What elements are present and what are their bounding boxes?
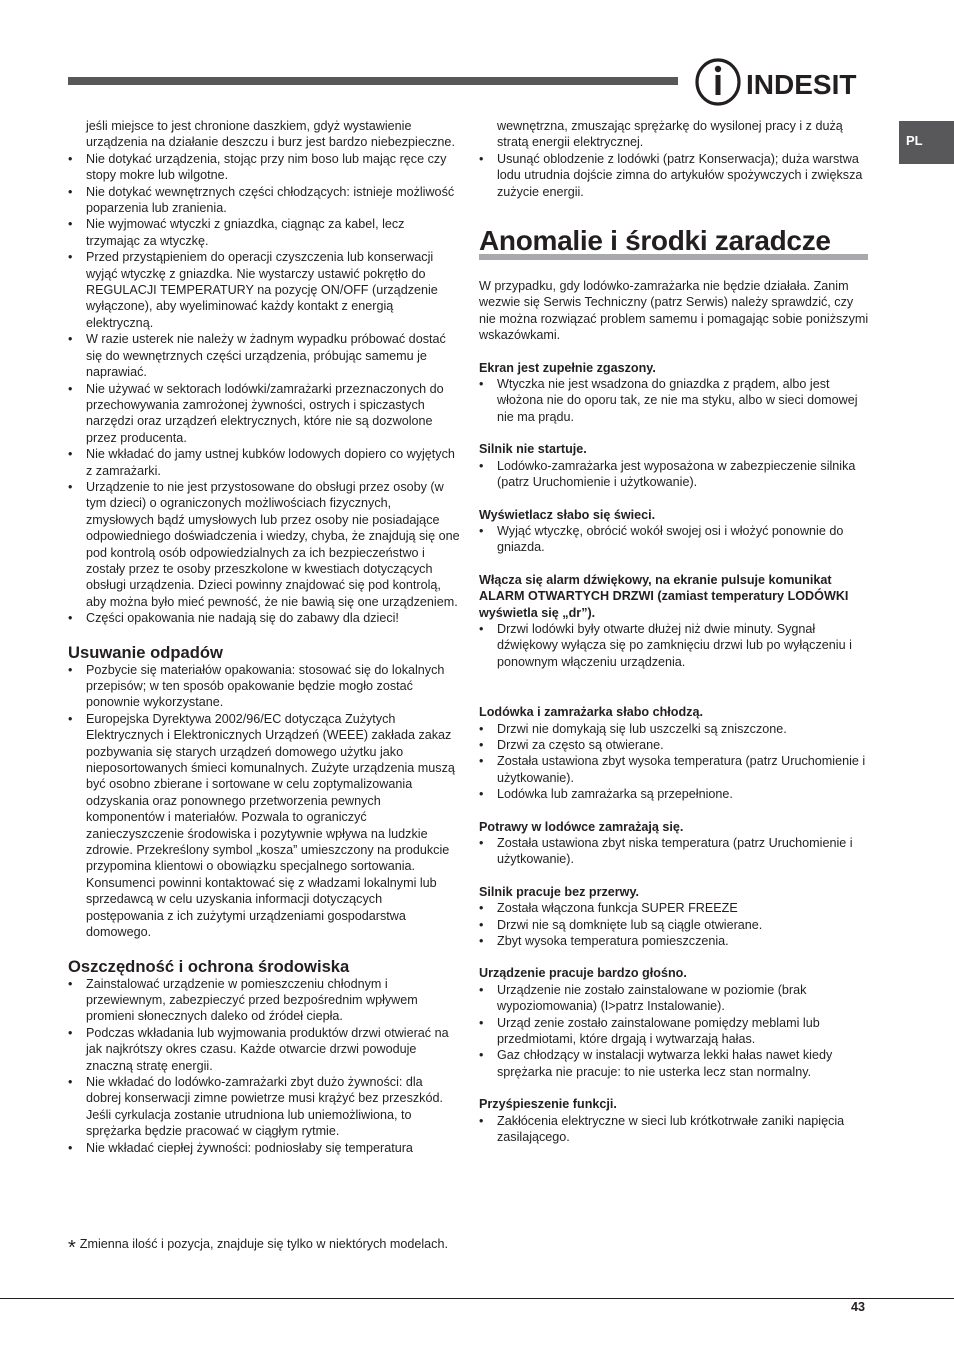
list-item: • Nie dotykać wewnętrznych części chłodzących: istnieje możliwość poparzenia lub zranienia. bbox=[68, 184, 460, 217]
list-item: • Drzwi nie domykają się lub uszczelki są zniszczone. bbox=[479, 721, 869, 737]
list-item: • Podczas wkładania lub wyjmowania produktów drzwi otwierać na jak najkrótszy okres czasu. Każde otwarcie drzwi powoduje znaczną stratę energii. bbox=[68, 1025, 460, 1074]
problem-remedies bbox=[479, 721, 869, 803]
problem-remedies bbox=[479, 458, 869, 491]
list-item: • Nie dotykać urządzenia, stojąc przy nim boso lub mając ręce czy stopy mokre lub wilgotne. bbox=[68, 151, 460, 184]
problem-remedies bbox=[479, 621, 869, 670]
list-item: • Zbyt wysoka temperatura pomieszczenia. bbox=[479, 933, 869, 949]
paragraph: jeśli miejsce to jest chronione daszkiem, gdyż wystawienie urządzenia na działanie deszczu i burz jest bardzo niebezpieczne. bbox=[86, 119, 455, 150]
page-title: Anomalie i środki zaradcze bbox=[479, 226, 868, 260]
header-bar bbox=[68, 77, 678, 85]
safety-list bbox=[68, 151, 460, 627]
paragraph: Konsumenci powinni kontaktować się z władzami lokalnymi lub sprzedawcą w celu uzyskania informacji dotyczących postępowania z ich zużytymi urządzeniami gospodarstwa domowego. bbox=[86, 875, 437, 940]
energy-list bbox=[68, 976, 460, 1156]
indesit-logo bbox=[695, 58, 870, 108]
page-number: 43 bbox=[851, 1300, 866, 1314]
waste-list bbox=[68, 662, 460, 875]
list-item: • Została ustawiona zbyt niska temperatura (patrz Uruchomienie i użytkowanie). bbox=[479, 835, 869, 868]
problem-remedies bbox=[479, 376, 869, 425]
list-item: • Nie wkładać do lodówko-zamrażarki zbyt dużo żywności: dla dobrej konserwacji zimne powietrze musi krążyć bez przeszkód. Jeśli cyrkulacja zostanie utrudniona lub uniemożliwiona, to sprężarka będzie pracować w ciągłym rytmie. bbox=[68, 1074, 460, 1140]
list-item: • Urządzenie nie zostało zainstalowane w poziomie (brak wypoziomowania) (I>patrz Instalowanie). bbox=[479, 982, 869, 1015]
right-column bbox=[479, 118, 869, 1146]
problem-heading: Lodówka i zamrażarka słabo chłodzą. bbox=[479, 705, 703, 720]
list-item: • Usunąć oblodzenie z lodówki (patrz Konserwacja); duża warstwa lodu utrudnia dojście zimna do artykułów spożywczych i zwiększa zużycie energii. bbox=[479, 151, 869, 200]
list-item: • Lodówka lub zamrażarka są przepełnione. bbox=[479, 786, 869, 802]
list-item: • Gaz chłodzący w instalacji wytwarza lekki hałas nawet kiedy sprężarka nie pracuje: to nie usterka lecz stan normalny. bbox=[479, 1047, 869, 1080]
list-item: • Zainstalować urządzenie w pomieszczeniu chłodnym i przewiewnym, zabezpieczyć przed bezpośrednim wpływem promieni słonecznych daleko od źródeł ciepła. bbox=[68, 976, 460, 1025]
problem-heading: Przyśpieszenie funkcji. bbox=[479, 1097, 617, 1112]
list-item: • Wtyczka nie jest wsadzona do gniazdka z prądem, albo jest włożona nie do oporu tak, ze nie ma styku, albo w sieci domowej nie ma prądu. bbox=[479, 376, 869, 425]
list-item: • Drzwi lodówki były otwarte dłużej niż dwie minuty. Sygnał dźwiękowy wyłącza się po zamknięciu drzwi lub po wyłączeniu i ponownym włączeniu urządzenia. bbox=[479, 621, 869, 670]
section-heading-energy: Oszczędność i ochrona środowiska bbox=[68, 956, 350, 976]
problem-heading: Silnik pracuje bez przerwy. bbox=[479, 884, 640, 899]
list-item: • Drzwi nie są domknięte lub są ciągle otwierane. bbox=[479, 917, 869, 933]
list-item: • Zakłócenia elektryczne w sieci lub krótkotrwałe zaniki napięcia zasilającego. bbox=[479, 1113, 869, 1146]
left-column bbox=[68, 118, 460, 1156]
list-item: • Europejska Dyrektywa 2002/96/EC dotycząca Zużytych Elektrycznych i Elektronicznych Urządzeń (WEEE) zakłada zakaz pozbywania się starych urządzeń domowego użytku jako nieposortowanych śmieci komunalnych. Zużyte urządzenia muszą być osobno zbierane i sortowane w celu zoptymalizowania odzyskania oraz ponownego przetworzenia pewnych komponentów i materiałów. Pozwala to ograniczyć zanieczyszczenie środowiska i pozytywnie wpływa na ludzkie zdrowie. Przekreślony symbol „kosza” umieszczony na produkcie przypomina klientowi o obowiązku specjalnego sortowania. bbox=[68, 711, 460, 875]
footnote-text: Zmienna ilość i pozycja, znajduje się tylko w niektórych modelach. bbox=[79, 1237, 448, 1251]
paragraph: wewnętrzna, zmuszając sprężarkę do wysilonej pracy i z dużą stratą energii elektrycznej. bbox=[497, 119, 843, 150]
problem-remedies bbox=[479, 1113, 869, 1146]
list-item: • W razie usterek nie należy w żadnym wypadku próbować dostać się do wewnętrznych części urządzenia, próbując samemu je naprawiać. bbox=[68, 331, 460, 380]
problem-heading: Włącza się alarm dźwiękowy, na ekranie pulsuje komunikat ALARM OTWARTYCH DRZWI (zamiast temperatury LODÓWKI wyświetla się „dr”). bbox=[479, 572, 849, 620]
problem-heading: Potrawy w lodówce zamrażają się. bbox=[479, 819, 684, 834]
list-item: • Została włączona funkcja SUPER FREEZE bbox=[479, 900, 869, 916]
problem-remedies bbox=[479, 835, 869, 868]
problem-remedies bbox=[479, 982, 869, 1080]
language-tab: PL bbox=[899, 121, 954, 164]
problem-heading: Wyświetlacz słabo się świeci. bbox=[479, 507, 656, 522]
list-item: • Części opakowania nie nadają się do zabawy dla dzieci! bbox=[68, 610, 460, 626]
list-item: • Urządzenie to nie jest przystosowane do obsługi przez osoby (w tym dzieci) o ograniczonych możliwościach fizycznych, zmysłowych bądź umysłowych lub przez osoby nie posiadające odpowiedniego doświadczenia i wiedzy, chyba, że znajdują się one pod kontrolą osób odpowiedzialnych za ich bezpieczeństwo i zostały przez te osoby przeszkolone w kwestiach dotyczących obsługi urządzenia. Dzieci powinny znajdować się pod kontrolą, aby można było mieć pewność, że nie bawią się one urządzeniem. bbox=[68, 479, 460, 610]
problem-remedies bbox=[479, 523, 869, 556]
asterisk-icon: * bbox=[68, 1237, 76, 1259]
list-item: • Przed przystąpieniem do operacji czyszczenia lub konserwacji wyjąć wtyczkę z gniazdka. Nie wystarczy ustawić pokrętło do REGULACJI TEMPERATURY na pozycję ON/OFF (urządzenie wyłączone), aby wyeliminować każdy kontakt z energią elektryczną. bbox=[68, 249, 460, 331]
list-item: • Drzwi za często są otwierane. bbox=[479, 737, 869, 753]
list-item: • Wyjąć wtyczkę, obrócić wokół swojej osi i włożyć ponownie do gniazda. bbox=[479, 523, 869, 556]
footer-rule bbox=[0, 1298, 954, 1299]
svg-text:INDESIT: INDESIT bbox=[746, 69, 857, 100]
problem-heading: Ekran jest zupełnie zgaszony. bbox=[479, 360, 656, 375]
problem-heading: Silnik nie startuje. bbox=[479, 442, 587, 457]
problem-remedies bbox=[479, 900, 869, 949]
footnote bbox=[68, 1236, 468, 1259]
intro-paragraph: W przypadku, gdy lodówko-zamrażarka nie będzie działała. Zanim wezwie się Serwis Techniczny (patrz Serwis) należy sprawdzić, czy nie można rozwiązać problem samemu i pomagając sobie poniższymi wskazówkami. bbox=[479, 279, 869, 343]
list-item: • Została ustawiona zbyt wysoka temperatura (patrz Uruchomienie i użytkowanie). bbox=[479, 753, 869, 786]
list-item: • Lodówko-zamrażarka jest wyposażona w zabezpieczenie silnika (patrz Uruchomienie i użytkowanie). bbox=[479, 458, 869, 491]
list-item: • Nie wkładać ciepłej żywności: podniosłaby się temperatura bbox=[68, 1140, 460, 1156]
list-item: • Nie wyjmować wtyczki z gniazdka, ciągnąc za kabel, lecz trzymając za wtyczkę. bbox=[68, 216, 460, 249]
list-item: • Nie wkładać do jamy ustnej kubków lodowych dopiero co wyjętych z zamrażarki. bbox=[68, 446, 460, 479]
list-item: • Pozbycie się materiałów opakowania: stosować się do lokalnych przepisów; w ten sposób opakowanie będzie mogło zostać ponownie wykorzystane. bbox=[68, 662, 460, 711]
problem-heading: Urządzenie pracuje bardzo głośno. bbox=[479, 966, 687, 981]
troubleshooting-list bbox=[479, 360, 869, 1146]
list-item: • Nie używać w sektorach lodówki/zamrażarki przeznaczonych do przechowywania zamrożonej żywności, ostrych i spiczastych narzędzi oraz urządzeń elektrycznych, które nie są dozwolone przez producenta. bbox=[68, 381, 460, 447]
section-heading-waste: Usuwanie odpadów bbox=[68, 642, 223, 662]
defrost-list bbox=[479, 151, 869, 200]
list-item: • Urząd zenie zostało zainstalowane pomiędzy meblami lub przedmiotami, które drgają i wytwarzają hałas. bbox=[479, 1015, 869, 1048]
